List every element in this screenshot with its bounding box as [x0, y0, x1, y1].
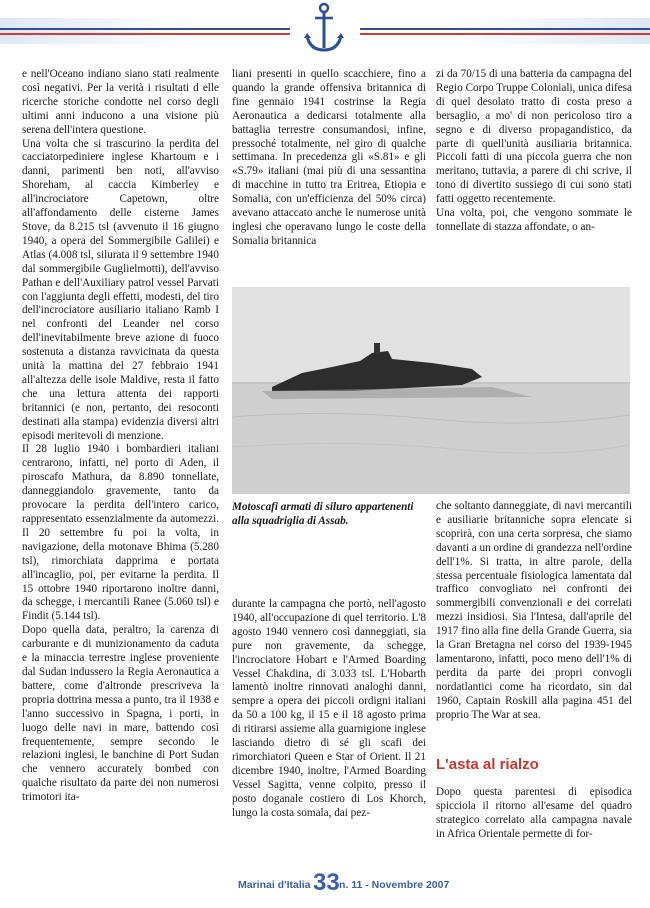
article-column-2-bottom — [232, 598, 426, 821]
article-column-3-top — [436, 68, 632, 235]
issue-label: n. 11 - Novembre 2007 — [339, 879, 450, 891]
paragraph: e nell'Oceano indiano siano stati realmente così negativi. Per la verità i risultati d elle ricerche storiche condotte nel corso degli ultimi anni inducono a una visione più serena dell'intera questione. — [22, 68, 219, 136]
section-heading: L'asta al rialzo — [436, 756, 539, 773]
header-rule-red-right — [360, 33, 650, 35]
torpedo-boat-photo — [232, 287, 630, 494]
paragraph: Dopo questa parentesi di episodica spicciola il ritorno all'esame del quadro strategico correlato alla campagna navale in Africa Orientale permette di for- — [436, 786, 632, 840]
article-column-2-top — [232, 68, 426, 249]
anchor-icon — [302, 2, 346, 56]
paragraph: Una volta che si trascurino la perdita del cacciatorpediniere inglese Khartoum e i danni, parimenti ben noti, all'avviso Shoreham, al caccia Kimberley e all'incrociatore Capetown, oltre all'affondamento delle cisterne James Stove, da 8.215 tsl (avvenuto il 16 giugno 1940, a opera del Sommergibile Galilei) e Atlas (4.008 tsl, silurata il 9 settembre 1940 dal sommergibile Guglielmotti), dell'avviso Pathan e dell'Auxiliary patrol vessel Parvati con l'aggiunta degli effetti, modesti, del tiro dell'incrociatore ausiliario italiano Ramb I nel confronti del Leander nel corso dell'inevitabilmente breve azione di fuoco sostenuta a distanza ravvicinata da questa unità la mattina del 27 febbraio 1941 all'altezza delle isole Maldive, resta il fatto che una lettura attenta dei rapporti britannici (e non, pertanto, dei resoconti destinati alla stampa) evidenzia diversi altri episodi meritevoli di menzione. — [22, 137, 219, 442]
paragraph: Dopo quella data, peraltro, la carenza di carburante e di munizionamento da caduta e la minaccia terrestre inglese proveniente dal Sudan indussero la Regia Aeronautica a battere, come d'altronde prescriveva la propria dottrina messa a punto, tra il 1938 e l'anno successivo in Spagna, i porti, in luogo delle navi in mare, battendo così frequentemente, sempre secondo le relazioni inglesi, le banchine di Port Sudan che vennero accurately bombed con qualche risultato da parte dei non numerosi trimotori ita- — [22, 624, 219, 804]
paragraph: liani presenti in quello scacchiere, fino a quando la grande offensiva britannica di fine gennaio 1941 costrinse la Regia Aeronautica a dedicarsi totalmente alla battaglia terrestre consumandosi, infine, pressoché totalmente, nel giro di qualche settimana. In precedenza gli «S.81» e gli «S.79» italiani (mai più di una sessantina di macchine in tutto tra Eritrea, Etiopia e Somalia, con un'efficienza del 50% circa) avevano attaccato anche le numerose unità inglesi che operavano lungo le coste della Somalia britannica — [232, 68, 426, 247]
photo-caption: Motoscafi armati di siluro appartenenti alla squadriglia di Assab. — [232, 501, 414, 527]
paragraph: zi da 70/15 di una batteria da campagna del Regio Corpo Truppe Coloniali, unica difesa di quel desolato tratto di costa preso a bersaglio, a mo' di non pericoloso tiro a segno e di diverso propagandistico, da parte di quell'unità ausiliaria britannica. Piccoli fatti di una piccola guerra che non meritano, tuttavia, a parere di chi scrive, il tono di divertito sussiego di cui sono stati fatti oggetto recentemente. — [436, 68, 632, 206]
paragraph: che soltanto danneggiate, di navi mercantili e ausiliarie britanniche sopra elencate si scoprirà, con una certa sorpresa, che siamo davanti a un ordine di grandezza nell'ordine dell'1%. Si tratta, in altre parole, della stessa percentuale fisiologica lamentata dal traffico convogliato nei confronti dei sommergibili convenzionali e dei correlati mezzi insidiosi. Sia l'Intesa, dall'aprile del 1917 fino alla fine della Grande Guerra, sia la Gran Bretagna nel corso del 1939-1945 lamentarono, infatti, poco meno dell'1% di perdita da parte dei propri convogli nordatlantici come ha ricordato, sin dal 1960, Captain Roskill alla pagina 451 del proprio The War at sea. — [436, 500, 632, 721]
paragraph: durante la campagna che portò, nell'agosto 1940, all'occupazione di quel territorio. L'8 agosto 1940 vennero così danneggiati, sia pure non gravemente, da schegge, l'incrociatore Hobart e l'Armed Boarding Vessel Chakdina, di 3.033 tsl. L'Hobarth lamentò inoltre rinnovati analoghi danni, sempre a opera dei piccoli ordigni italiani da 50 a 100 kg, il 15 e il 18 agosto prima di ritirarsi assieme alla guarnigione inglese lasciando dietro di sé gli scafi dei rimorchiatori Queen e Star of Orient. Il 21 dicembre 1940, inoltre, l'Armed Boarding Vessel Sagitta, venne colpito, presso il posto doganale costiero di Los Khorch, lungo la costa somala, dai pez- — [232, 598, 426, 819]
article-column-3-bottom — [436, 500, 632, 723]
paragraph: Il 28 luglio 1940 i bombardieri italiani centrarono, infatti, nel porto di Aden, il piroscafo Mathura, da 8.890 tonnellate, danneggiandolo gravemente, tanto da provocare la perdita dell'intero carico, rappresentato essenzialmente da automezzi. Il 20 settembre fu poi la volta, in navigazione, della motonave Bhima (5.280 tsl), rimorchiata dapprima e portata all'incaglio, poi, per evitarne la perdita. Il 15 ottobre 1940 riportarono inoltre danni, da schegge, i mercantili Ranee (5.060 tsl) e Findit (5.144 tsl). — [22, 443, 219, 623]
header-rule-red-left — [0, 33, 290, 35]
article-column-1 — [22, 68, 219, 805]
paragraph: Una volta, poi, che vengono sommate le tonnellate di stazza affondate, o an- — [436, 207, 632, 233]
photo-illustration — [232, 287, 630, 494]
page-header — [0, 0, 650, 58]
article-column-3-section — [436, 786, 632, 842]
header-rule-blue-left — [0, 28, 290, 30]
magazine-name: Marinai d'Italia — [238, 879, 311, 891]
page-footer — [0, 868, 650, 898]
header-rule-blue-right — [360, 28, 650, 30]
page-number: 33 — [313, 869, 340, 896]
